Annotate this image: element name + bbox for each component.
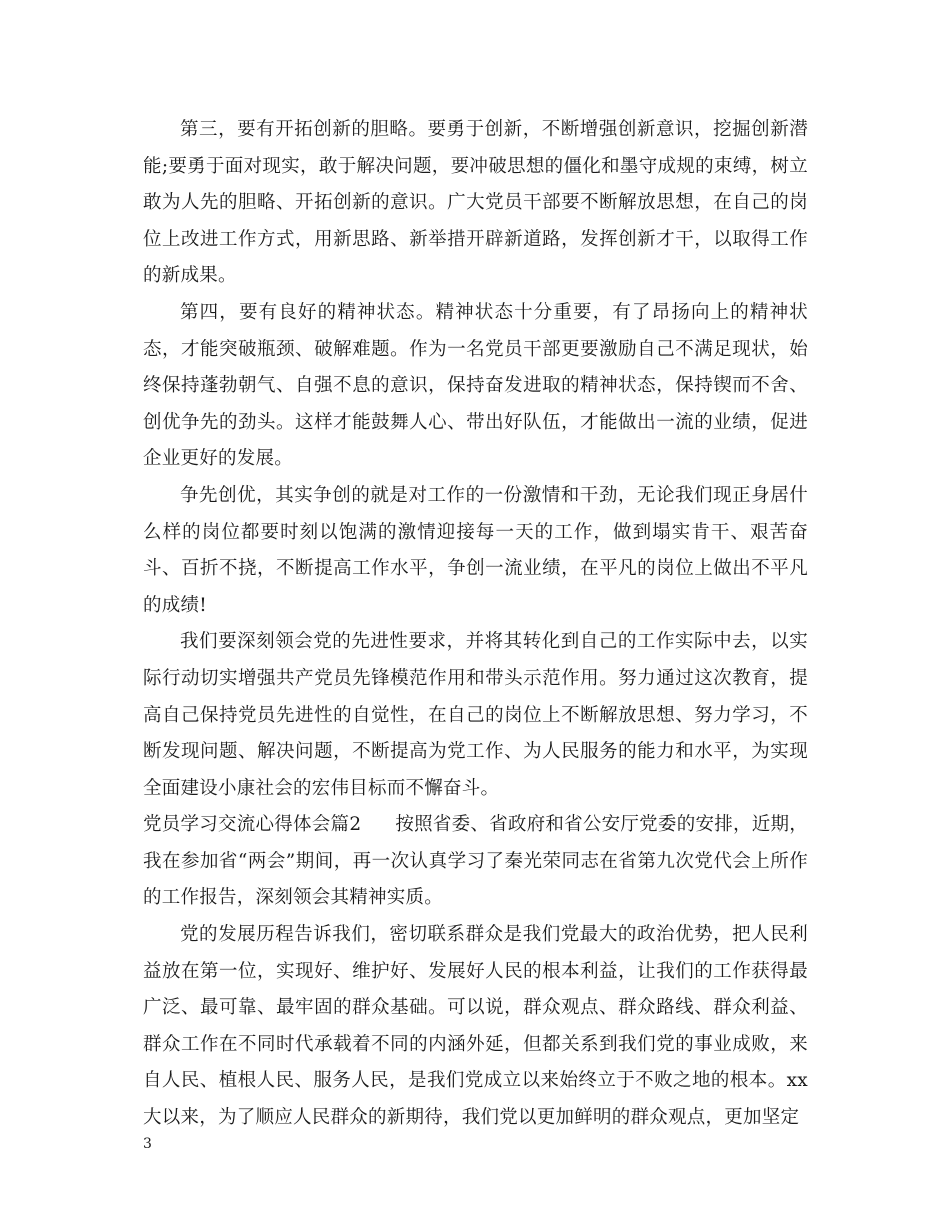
- section-paragraph: [143, 807, 808, 917]
- paragraph-mass-line: 党的发展历程告诉我们，密切联系群众是我们党最大的政治优势，把人民利益放在第一位，实现好、维护好、发展好人民的根本利益，让我们的工作获得最广泛、最可靠、最牢固的群众基础。可以说，群众观点、群众路线、群众利益、群众工作在不同时代承载着不同的内涵外延，但都关系到我们党的事业成败，来自人民、植根人民、服务人民，是我们党成立以来始终立于不败之地的根本。xx大以来，为了顺应人民群众的新期待，我们党以更加鲜明的群众观点，更加坚定: [143, 924, 808, 1129]
- paragraph-excellence: 争先创优，其实争创的就是对工作的一份激情和干劲，无论我们现正身居什么样的岗位都要时刻以饱满的激情迎接每一天的工作，做到塌实肯干、艰苦奋斗、百折不挠，不断提高工作水平，争创一流业绩，在平凡的岗位上做出不平凡的成绩!: [143, 484, 808, 616]
- paragraph-advancement: 我们要深刻领会党的先进性要求，并将其转化到自己的工作实际中去，以实际行动切实增强共产党员先锋模范作用和带头示范作用。努力通过这次教育，提高自己保持党员先进性的自觉性，在自己的岗位上不断解放思想、努力学习，不断发现问题、解决问题，不断提高为党工作、为人民服务的能力和水平，为实现全面建设小康社会的宏伟目标而不懈奋斗。: [143, 631, 808, 799]
- paragraph-spirit: 第四，要有良好的精神状态。精神状态十分重要，有了昂扬向上的精神状态，才能突破瓶颈、破解难题。作为一名党员干部更要激励自己不满足现状，始终保持蓬勃朝气、自强不息的意识，保持奋发进取的精神状态，保持锲而不舍、创优争先的劲头。这样才能鼓舞人心、带出好队伍，才能做出一流的业绩，促进企业更好的发展。: [143, 301, 808, 470]
- section-heading: 党员学习交流心得体会篇2: [143, 814, 362, 836]
- paragraph-innovation: 第三，要有开拓创新的胆略。要勇于创新，不断增强创新意识，挖掘创新潜能;要勇于面对现实，敢于解决问题，要冲破思想的僵化和墨守成规的束缚，树立敢为人先的胆略、开拓创新的意识。广大党员干部要不断解放思想，在自己的岗位上改进工作方式，用新思路、新举措开辟新道路，发挥创新才干，以取得工作的新成果。: [143, 119, 808, 287]
- section-intro: 按照省委、省政府和省公安厅党委的安排，近期，我在参加省“两会”期间，再一次认真学习了秦光荣同志在省第九次党代会上所作的工作报告，深刻领会其精神实质。: [143, 814, 808, 909]
- document-body: [143, 112, 808, 1137]
- page-number: 3: [143, 1136, 152, 1152]
